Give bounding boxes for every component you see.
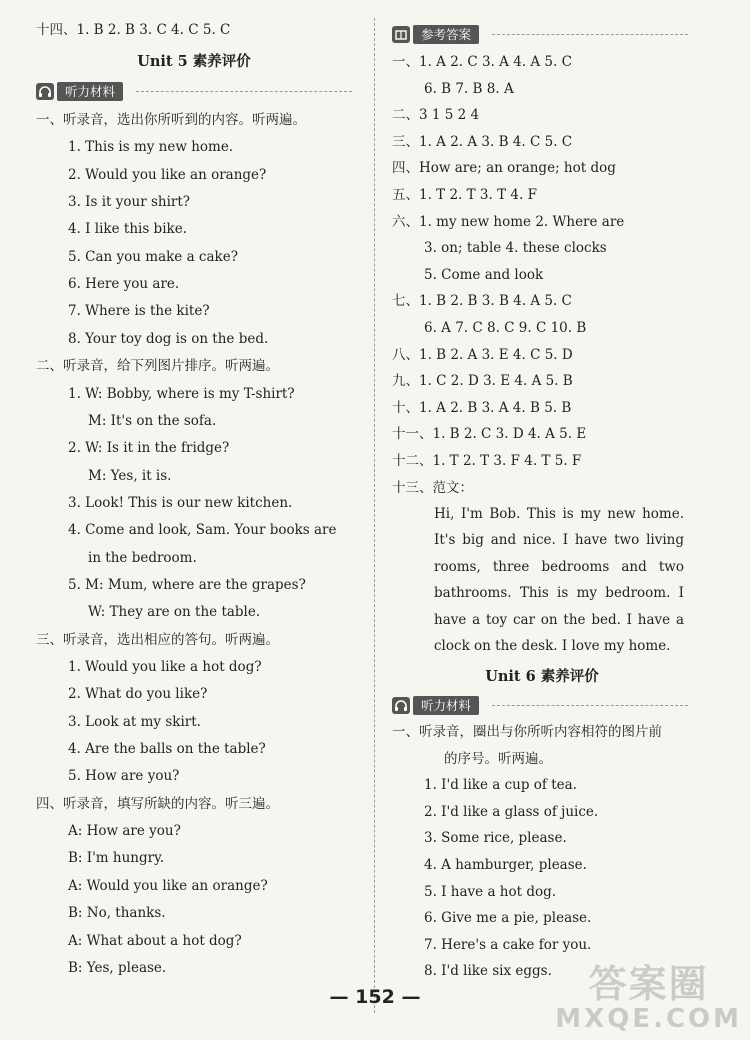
site-watermark — [555, 964, 742, 1034]
section-heading-line: 一、听录音，选出你所听到的内容。听两遍。 — [36, 112, 306, 128]
section-heading-line: 一、1. A 2. C 3. A 4. A 5. C — [392, 54, 572, 70]
content-line: 2. W: Is it in the fridge? — [68, 440, 230, 457]
content-line: B: Yes, please. — [68, 959, 167, 976]
answer-line-14: 十四、1. B 2. B 3. C 4. C 5. C — [36, 22, 231, 38]
content-line: 2. I'd like a glass of juice. — [424, 803, 599, 820]
content-line: 6. B 7. B 8. A — [424, 80, 514, 97]
dashed-rule — [492, 34, 688, 35]
section-heading-line: 六、1. my new home 2. Where are — [392, 213, 625, 230]
content-line: 1. Would you like a hot dog? — [68, 659, 262, 675]
watermark-logo-text: 答案圈 — [588, 962, 709, 1006]
content-line: 5. How are you? — [68, 768, 180, 785]
content-line: 5. Come and look — [424, 266, 544, 283]
tag-label: 参考答案 — [413, 25, 479, 44]
content-line: 3. Is it your shirt? — [68, 194, 191, 211]
content-line: 1. W: Bobby, where is my T-shirt? — [68, 385, 295, 402]
content-line: 8. Your toy dog is on the bed. — [68, 330, 269, 347]
content-line: 3. Some rice, please. — [424, 830, 567, 847]
content-line: 3. on; table 4. these clocks — [424, 240, 607, 257]
content-line: 7. Where is the kite? — [68, 303, 210, 320]
content-line: M: It's on the sofa. — [88, 412, 217, 429]
content-line: 6. Here you are. — [68, 276, 180, 293]
content-line: B: No, thanks. — [68, 905, 166, 922]
content-line: 的序号。听两遍。 — [444, 750, 552, 767]
content-line: in the bedroom. — [88, 549, 197, 566]
content-line: 6. Give me a pie, please. — [424, 910, 592, 927]
section-heading-line: 三、1. A 2. A 3. B 4. C 5. C — [392, 133, 573, 150]
tag-label: 听力材料 — [57, 82, 123, 101]
content-line: 4. Are the balls on the table? — [68, 741, 266, 758]
content-line: A: Would you like an orange? — [68, 877, 268, 894]
headphones-icon — [392, 697, 410, 714]
section-heading-line: 五、1. T 2. T 3. T 4. F — [392, 187, 537, 203]
section-heading-line: 十三、范文： — [392, 479, 473, 496]
page-number: — 152 — — [329, 986, 421, 1008]
section-heading-line: 二、3 1 5 2 4 — [392, 107, 480, 124]
section-heading-line: 四、听录音，填写所缺的内容。听三遍。 — [36, 795, 279, 812]
section-heading-line: 一、听录音，圈出与你所听内容相符的图片前 — [392, 724, 662, 740]
dashed-rule — [492, 705, 688, 706]
content-line: B: I'm hungry. — [68, 850, 165, 867]
content-line: 5. M: Mum, where are the grapes? — [68, 576, 306, 593]
section-heading-line: 八、1. B 2. A 3. E 4. C 5. D — [392, 346, 573, 363]
section-heading-line: 四、How are; an orange; hot dog — [392, 160, 616, 177]
content-line: 6. A 7. C 8. C 9. C 10. B — [424, 320, 587, 336]
content-line: 4. A hamburger, please. — [424, 857, 587, 873]
content-line: 2. Would you like an orange? — [68, 166, 267, 183]
content-line: A: How are you? — [68, 823, 181, 840]
watermark-url: MXQE.COM — [555, 1004, 742, 1034]
content-line: A: What about a hot dog? — [68, 932, 242, 949]
content-line: 8. I'd like six eggs. — [424, 963, 552, 980]
answer-key-tag — [392, 25, 479, 44]
headphones-icon — [36, 83, 54, 100]
section-heading-line: 三、听录音，选出相应的答句。听两遍。 — [36, 631, 279, 648]
content-line: W: They are on the table. — [88, 604, 261, 621]
section-heading-line: 十二、1. T 2. T 3. F 4. T 5. F — [392, 453, 582, 469]
sample-essay: Hi, I'm Bob. This is my new home. It's big and nice. I have two living rooms, three bedrooms and two bathrooms. This is my bedroom. I have a toy car on the bed. I have a clock on the desk. I love my home. — [434, 506, 684, 655]
content-line: 1. This is my new home. — [68, 139, 234, 156]
column-divider — [374, 18, 375, 1013]
listening-material-tag — [36, 82, 123, 101]
section-heading-line: 七、1. B 2. B 3. B 4. A 5. C — [392, 293, 572, 310]
content-line: 1. I'd like a cup of tea. — [424, 777, 577, 794]
book-icon — [392, 26, 410, 43]
content-line: 2. What do you like? — [68, 686, 208, 703]
tag-label: 听力材料 — [413, 696, 479, 715]
content-line: 3. Look! This is our new kitchen. — [68, 494, 293, 511]
section-heading-line: 九、1. C 2. D 3. E 4. A 5. B — [392, 373, 573, 390]
content-line: 7. Here's a cake for you. — [424, 936, 592, 953]
dashed-rule — [136, 91, 352, 92]
section-heading-line: 十一、1. B 2. C 3. D 4. A 5. E — [392, 426, 587, 443]
section-heading-line: 二、听录音，给下列图片排序。听两遍。 — [36, 358, 279, 375]
content-line: M: Yes, it is. — [88, 467, 172, 484]
content-line: 4. I like this bike. — [68, 221, 187, 238]
content-line: 5. Can you make a cake? — [68, 248, 238, 265]
page-number-value: 152 — [355, 986, 395, 1008]
content-line: 5. I have a hot dog. — [424, 883, 557, 900]
section-heading-line: 十、1. A 2. B 3. A 4. B 5. B — [392, 399, 572, 416]
content-line: 4. Come and look, Sam. Your books are — [68, 522, 337, 539]
unit5-title: Unit 5 素养评价 — [137, 53, 251, 70]
content-line: 3. Look at my skirt. — [68, 713, 201, 730]
unit6-listening-tag — [392, 696, 479, 715]
unit6-title: Unit 6 素养评价 — [485, 668, 599, 685]
